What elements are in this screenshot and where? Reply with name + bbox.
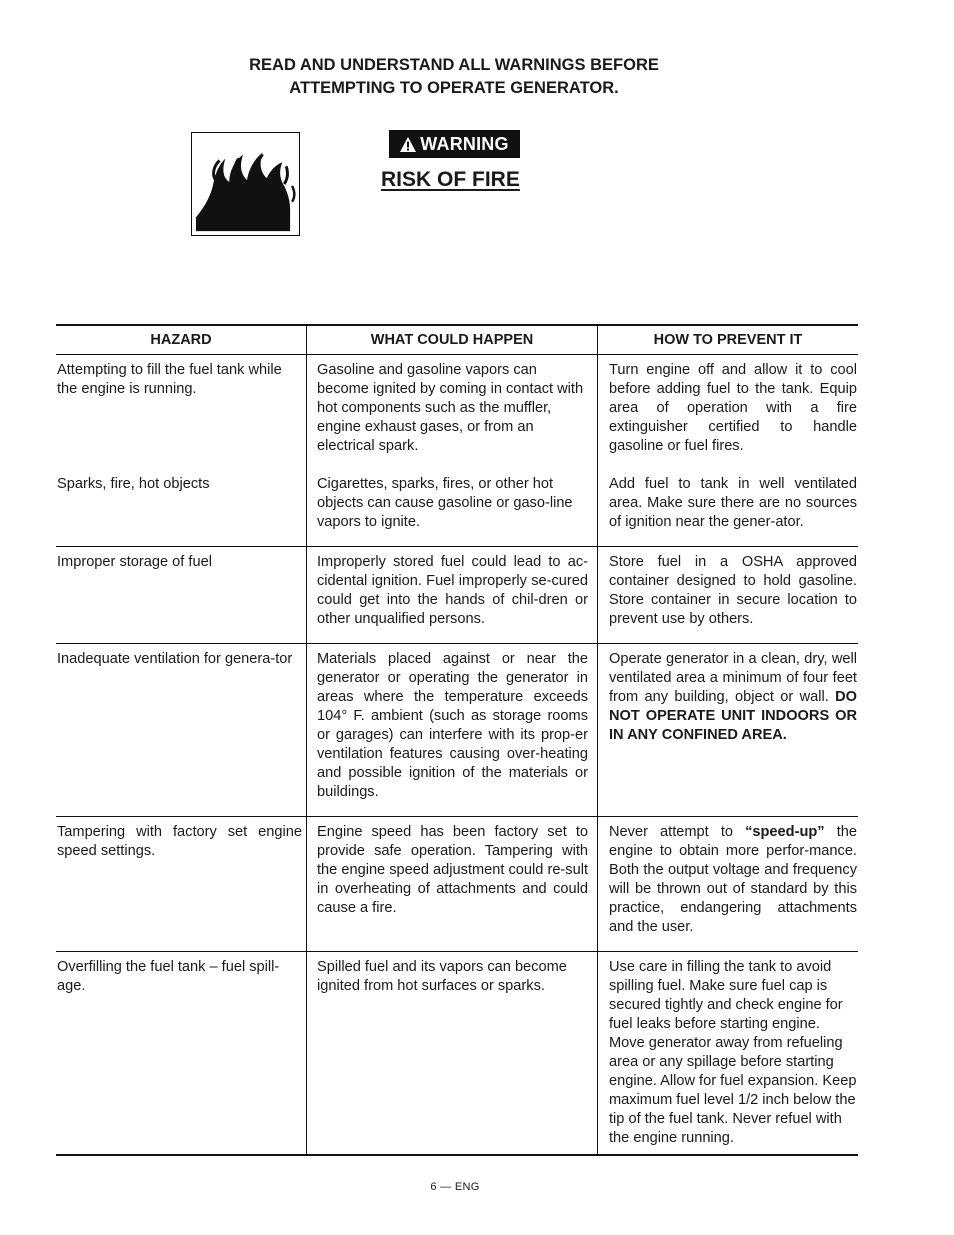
hazard-table — [56, 324, 856, 1156]
prevent-text: Turn engine off and allow it to cool before adding fuel to the tank. Equip area of operation with a fire extinguisher certified to handle gasoline or fuel fires. — [609, 362, 857, 454]
prevent-emphasis: “speed-up” — [745, 824, 825, 840]
header-how-to-prevent: HOW TO PREVENT IT — [598, 325, 859, 355]
prevent-cell — [598, 355, 859, 547]
page-footer: 6 — ENG — [430, 1181, 480, 1193]
risk-title: RISK OF FIRE — [381, 168, 520, 191]
what-cell: Engine speed has been factory set to provide safe operation. Tampering with the engine speed adjustment could re-sult in overheating of attachments and could cause a fire. — [307, 817, 598, 952]
hazard-cell: Improper storage of fuel — [56, 547, 307, 644]
warning-badge — [389, 130, 520, 158]
hazard-cell: Overfilling the fuel tank – fuel spill-age. — [56, 952, 307, 1156]
table-row — [56, 952, 858, 1156]
prevent-text: Never attempt to — [609, 824, 733, 840]
fire-icon — [191, 132, 300, 236]
hazard-cell: Tampering with factory set engine speed settings. — [56, 817, 307, 952]
what-text: Gasoline and gasoline vapors can become ignited by coming in contact with hot components such as the muffler, engine exhaust gases, or from an electrical spark. — [317, 362, 584, 454]
hazard-text: Sparks, fire, hot objects — [57, 476, 210, 492]
prevent-text: Operate generator in a clean, dry, well ventilated area a minimum of four feet from any building, object or wall. — [609, 651, 857, 705]
what-cell: Materials placed against or near the generator or operating the generator in areas where the temperature exceeds 104° F. ambient (such as storage rooms or garages) can interfere with its prop-er ventilation features causing over-heating and possible ignition of the materials or buildings. — [307, 644, 598, 817]
header-hazard: HAZARD — [56, 325, 307, 355]
prevent-text: Add fuel to tank in well ventilated area. Make sure there are no sources of ignition near the gener-ator. — [609, 476, 857, 530]
prevent-text: the engine to obtain more perfor-mance. Both the output voltage and frequency will be thrown out of standard by this practice, endangering attachments and the user. — [609, 824, 857, 935]
prevent-emphasis: DO NOT OPERATE UNIT INDOORS OR IN ANY CONFINED AREA. — [609, 689, 858, 743]
alert-triangle-icon — [400, 137, 416, 152]
what-cell — [307, 355, 598, 547]
what-cell: Spilled fuel and its vapors can become ignited from hot surfaces or sparks. — [307, 952, 598, 1156]
prevent-cell — [598, 817, 859, 952]
table-row — [56, 817, 858, 952]
what-text: Cigarettes, sparks, fires, or other hot objects can cause gasoline or gaso-line vapors to ignite. — [317, 476, 573, 530]
hazard-cell — [56, 355, 307, 547]
table-header-row — [56, 325, 858, 355]
table-row — [56, 355, 858, 547]
what-cell: Improperly stored fuel could lead to ac-cidental ignition. Fuel improperly se-cured could get into the hands of chil-dren or other unqualified persons. — [307, 547, 598, 644]
hazard-cell: Inadequate ventilation for genera-tor — [56, 644, 307, 817]
hazard-text: Attempting to fill the fuel tank while the engine is running. — [57, 362, 282, 397]
heading-line-2: ATTEMPTING TO OPERATE GENERATOR. — [289, 79, 619, 97]
prevent-cell: Store fuel in a OSHA approved container designed to hold gasoline. Store container in secure location to prevent use by others. — [598, 547, 859, 644]
warning-badge-label: WARNING — [420, 133, 509, 154]
page-heading — [0, 54, 908, 100]
prevent-cell — [598, 644, 859, 817]
header-what-could-happen: WHAT COULD HAPPEN — [307, 325, 598, 355]
prevent-cell: Use care in filling the tank to avoid spilling fuel. Make sure fuel cap is secured tightly and check engine for fuel leaks before starting engine. Move generator away from refueling area or any spillage before starting engine. Allow for fuel expansion. Keep maximum fuel level 1/2 inch below the tip of the fuel tank. Never refuel with the engine running. — [598, 952, 859, 1156]
heading-line-1: READ AND UNDERSTAND ALL WARNINGS BEFORE — [249, 56, 659, 74]
table-row — [56, 644, 858, 817]
table-row — [56, 547, 858, 644]
